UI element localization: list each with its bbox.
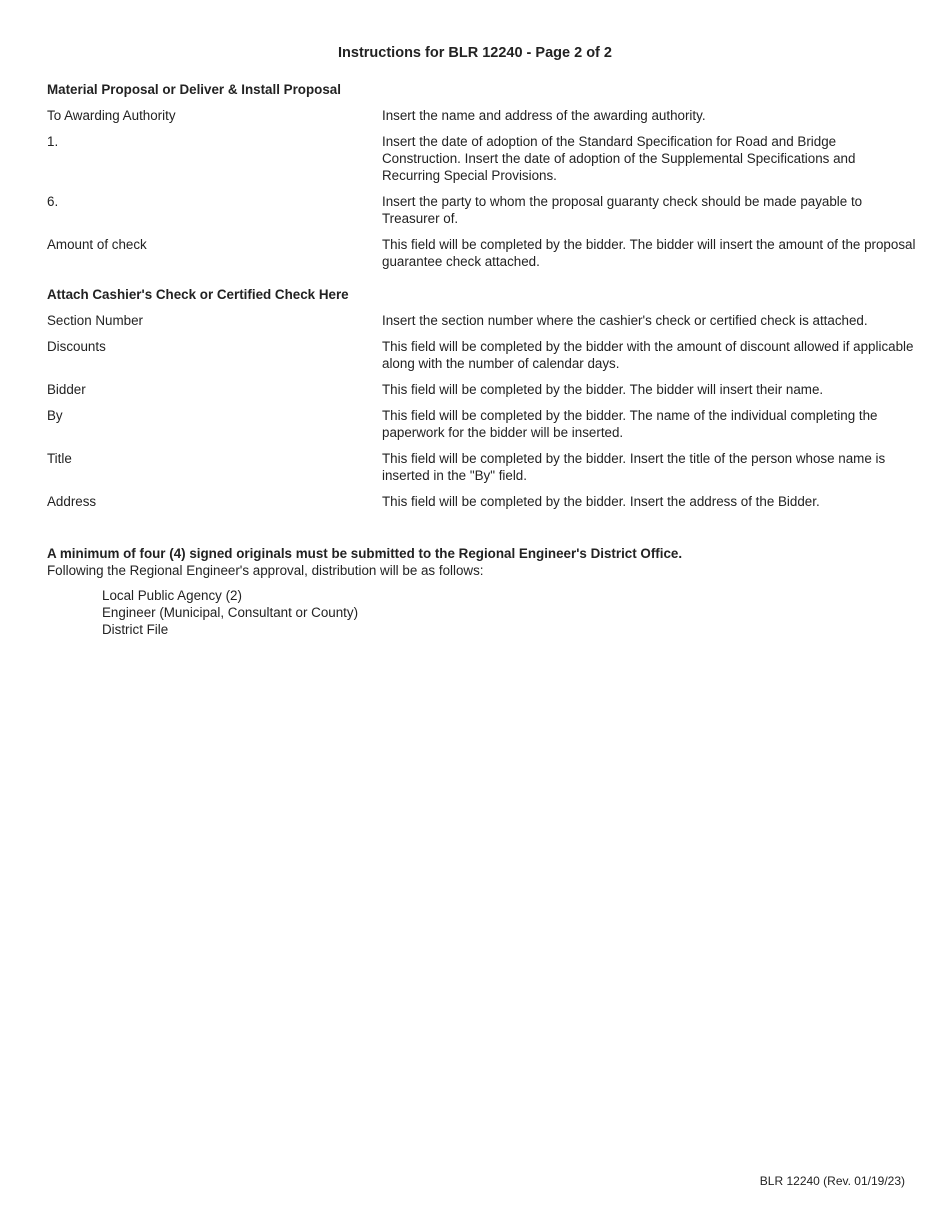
field-description: This field will be completed by the bidder. The name of the individual completing the paperwork for the bidder will be inserted. xyxy=(382,408,878,440)
field-description: This field will be completed by the bidder. The bidder will insert their name. xyxy=(382,382,824,397)
list-item: Engineer (Municipal, Consultant or County) xyxy=(102,605,359,620)
field-description: Insert the name and address of the awarding authority. xyxy=(382,108,706,123)
field-label: Discounts xyxy=(47,339,106,354)
field-label: Bidder xyxy=(47,382,86,397)
field-description: Insert the date of adoption of the Standard Specification for Road and Bridge Construction. Insert the date of adoption of the Supplemental Specifications and Recurring Special Provisions. xyxy=(382,134,856,183)
field-description: This field will be completed by the bidder with the amount of discount allowed if applicable along with the number of calendar days. xyxy=(382,339,914,371)
submission-requirement: A minimum of four (4) signed originals must be submitted to the Regional Engineer's District Office. xyxy=(47,546,683,561)
field-label: 1. xyxy=(47,134,59,149)
section-heading-attach-check: Attach Cashier's Check or Certified Check Here xyxy=(47,287,349,302)
field-label: By xyxy=(47,408,63,423)
field-label: 6. xyxy=(47,194,59,209)
submission-notice xyxy=(47,545,917,579)
distribution-list xyxy=(102,587,358,638)
field-label: Section Number xyxy=(47,313,144,328)
field-label: Title xyxy=(47,451,72,466)
field-description: Insert the party to whom the proposal guaranty check should be made payable to Treasurer of. xyxy=(382,194,863,226)
field-description: This field will be completed by the bidder. Insert the title of the person whose name is inserted in the "By" field. xyxy=(382,451,886,483)
field-description: This field will be completed by the bidder. The bidder will insert the amount of the proposal guarantee check attached. xyxy=(382,237,916,269)
field-label: Amount of check xyxy=(47,237,147,252)
section-heading-material-proposal: Material Proposal or Deliver & Install Proposal xyxy=(47,82,341,97)
field-description: This field will be completed by the bidder. Insert the address of the Bidder. xyxy=(382,494,820,509)
list-item: Local Public Agency (2) xyxy=(102,588,242,603)
field-description: Insert the section number where the cashier's check or certified check is attached. xyxy=(382,313,868,328)
distribution-intro: Following the Regional Engineer's approval, distribution will be as follows: xyxy=(47,563,484,578)
page-title: Instructions for BLR 12240 - Page 2 of 2 xyxy=(338,45,612,61)
list-item: District File xyxy=(102,622,169,637)
field-label: Address xyxy=(47,494,97,509)
form-revision-footer: BLR 12240 (Rev. 01/19/23) xyxy=(759,1174,905,1188)
field-label: To Awarding Authority xyxy=(47,108,176,123)
